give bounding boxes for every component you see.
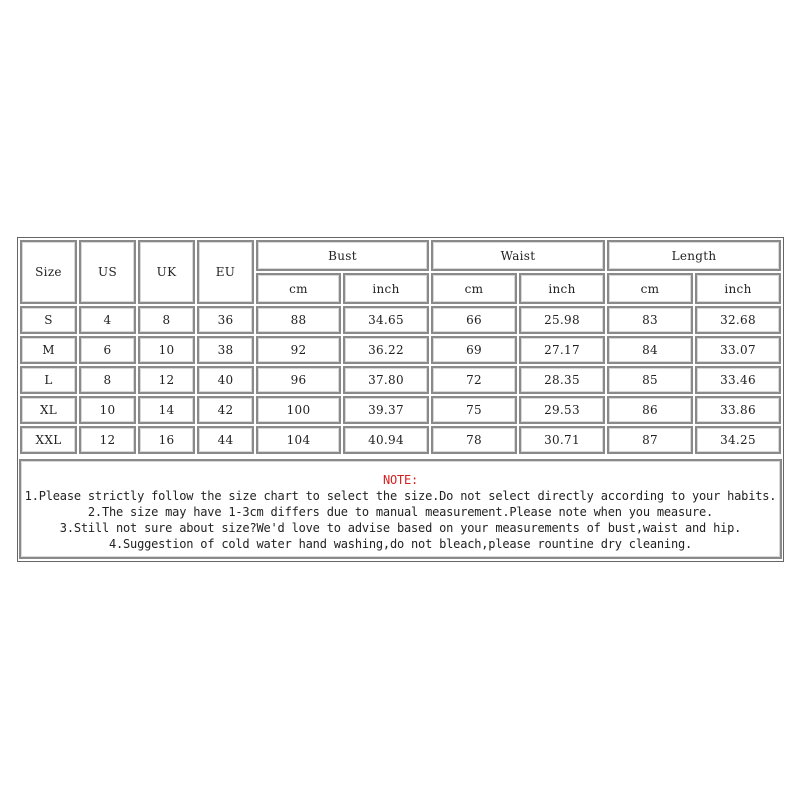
header-bust: Bust: [256, 240, 429, 271]
table-cell-us: 6: [79, 336, 136, 364]
table-cell-uk: 12: [138, 366, 195, 394]
header-waist: Waist: [431, 240, 605, 271]
table-cell-waist-cm: 66: [431, 306, 517, 334]
header-length: Length: [607, 240, 781, 271]
table-cell-eu: 40: [197, 366, 254, 394]
table-cell-size: XL: [20, 396, 77, 424]
table-cell-eu: 44: [197, 426, 254, 454]
table-cell-bust-cm: 96: [256, 366, 341, 394]
table-cell-waist-inch: 27.17: [519, 336, 605, 364]
table-cell-waist-inch: 28.35: [519, 366, 605, 394]
table-cell-length-inch: 34.25: [695, 426, 781, 454]
table-cell-size: L: [20, 366, 77, 394]
table-cell-eu: 42: [197, 396, 254, 424]
table-cell-length-cm: 83: [607, 306, 693, 334]
note-box: [19, 459, 782, 559]
unit-length-inch: inch: [695, 273, 781, 304]
table-cell-bust-cm: 100: [256, 396, 341, 424]
table-cell-waist-cm: 72: [431, 366, 517, 394]
note-line-1: 1.Please strictly follow the size chart to select the size.Do not select directly according to your habits.: [24, 489, 777, 503]
table-cell-us: 12: [79, 426, 136, 454]
table-cell-size: XXL: [20, 426, 77, 454]
table-cell-bust-inch: 40.94: [343, 426, 429, 454]
table-cell-us: 8: [79, 366, 136, 394]
note-title: NOTE:: [382, 473, 419, 487]
table-cell-length-inch: 33.07: [695, 336, 781, 364]
table-cell-length-inch: 33.46: [695, 366, 781, 394]
table-cell-waist-cm: 75: [431, 396, 517, 424]
table-cell-uk: 8: [138, 306, 195, 334]
table-cell-uk: 10: [138, 336, 195, 364]
note-line-3: 3.Still not sure about size?We'd love to advise based on your measurements of bust,waist and hip.: [59, 521, 742, 535]
table-cell-length-inch: 32.68: [695, 306, 781, 334]
table-cell-waist-inch: 30.71: [519, 426, 605, 454]
table-cell-bust-inch: 39.37: [343, 396, 429, 424]
table-cell-eu: 38: [197, 336, 254, 364]
table-cell-length-cm: 84: [607, 336, 693, 364]
note-line-2: 2.The size may have 1-3cm differs due to manual measurement.Please note when you measure.: [87, 505, 714, 519]
table-cell-length-inch: 33.86: [695, 396, 781, 424]
table-cell-waist-inch: 29.53: [519, 396, 605, 424]
unit-waist-cm: cm: [431, 273, 517, 304]
table-cell-length-cm: 86: [607, 396, 693, 424]
table-cell-waist-cm: 69: [431, 336, 517, 364]
header-eu: EU: [197, 240, 254, 304]
unit-waist-inch: inch: [519, 273, 605, 304]
table-cell-eu: 36: [197, 306, 254, 334]
header-size: Size: [20, 240, 77, 304]
table-cell-waist-inch: 25.98: [519, 306, 605, 334]
table-cell-size: S: [20, 306, 77, 334]
header-us: US: [79, 240, 136, 304]
table-cell-bust-cm: 88: [256, 306, 341, 334]
table-cell-length-cm: 85: [607, 366, 693, 394]
header-uk: UK: [138, 240, 195, 304]
table-cell-uk: 16: [138, 426, 195, 454]
unit-length-cm: cm: [607, 273, 693, 304]
table-cell-bust-cm: 92: [256, 336, 341, 364]
unit-bust-inch: inch: [343, 273, 429, 304]
table-cell-bust-inch: 37.80: [343, 366, 429, 394]
table-cell-us: 4: [79, 306, 136, 334]
unit-bust-cm: cm: [256, 273, 341, 304]
table-cell-us: 10: [79, 396, 136, 424]
note-line-4: 4.Suggestion of cold water hand washing,do not bleach,please rountine dry cleaning.: [108, 537, 693, 551]
table-cell-size: M: [20, 336, 77, 364]
table-cell-waist-cm: 78: [431, 426, 517, 454]
table-cell-length-cm: 87: [607, 426, 693, 454]
table-cell-bust-inch: 36.22: [343, 336, 429, 364]
table-cell-uk: 14: [138, 396, 195, 424]
table-cell-bust-inch: 34.65: [343, 306, 429, 334]
table-cell-bust-cm: 104: [256, 426, 341, 454]
